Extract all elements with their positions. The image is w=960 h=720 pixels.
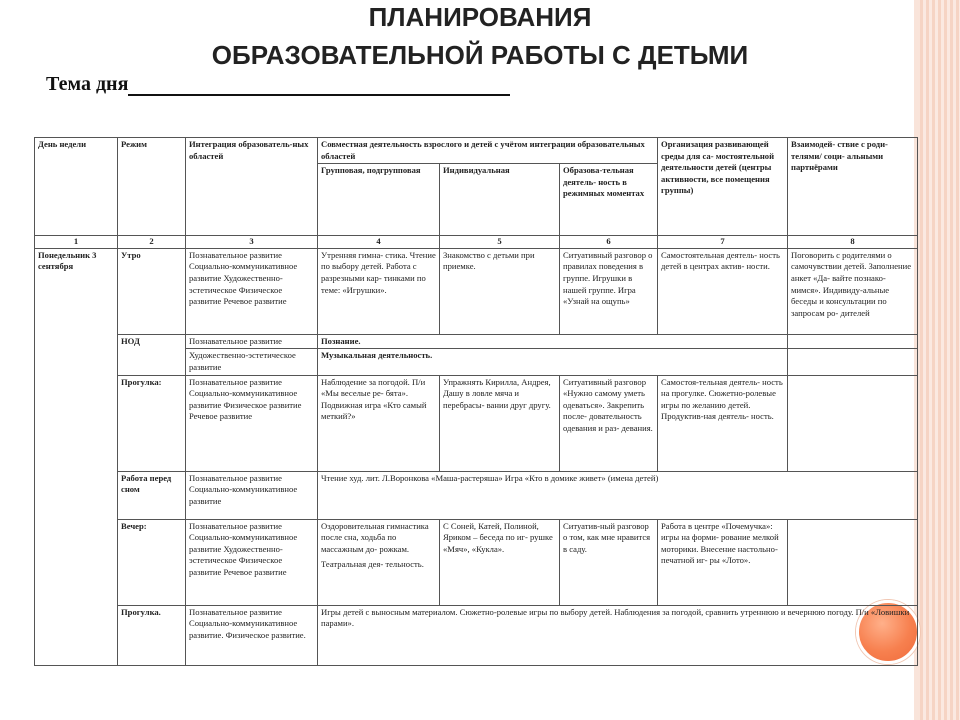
row-evening	[35, 519, 918, 605]
plan-table	[34, 137, 918, 666]
header-integration: Интеграция образователь-ных областей	[186, 138, 318, 236]
header-joint-activity: Совместная деятельность взрослого и детей с учётом интеграции образовательных областей	[318, 138, 658, 164]
group-text-b: Театральная дея- тельность.	[321, 559, 424, 570]
regime-cell: Ситуативный разговор о правилах поведения в группе. Игрушки в нашей группе. Игра «Узнай на ощупь»	[560, 248, 658, 334]
header-row-1	[35, 138, 918, 164]
areas-cell: Познавательное развитие Социально-коммуникативное развитие	[186, 471, 318, 519]
mode-cell: Вечер:	[118, 519, 186, 605]
environment-cell: Работа в центре «Почемучка»: игры на форми- рование мелкой моторики. Внесение настольно-печатной иг- ры «Лото».	[658, 519, 788, 605]
number-row	[35, 236, 918, 249]
mode-cell: Прогулка:	[118, 375, 186, 471]
header-mode: Режим	[118, 138, 186, 236]
header-group: Групповая, подгрупповая	[318, 164, 440, 236]
theme-blank-line	[128, 76, 510, 96]
group-cell: Утренняя гимна- стика. Чтение по выбору детей. Работа с разрезными кар- тинками по теме: «Игрушки».	[318, 248, 440, 334]
mode-cell: Утро	[118, 248, 186, 334]
decorative-stripes	[920, 0, 960, 720]
row-walk	[35, 375, 918, 471]
col-number: 1	[35, 236, 118, 249]
theme-of-day	[46, 73, 510, 96]
regime-cell: Ситуатив-ный разговор о том, как мне нравится в саду.	[560, 519, 658, 605]
parents-cell: Поговорить с родителями о самочувствии детей. Заполнение анкет «Да- вайте познако- мимся». Индивиду-альные беседы и консультации по запросам ро- дителей	[788, 248, 918, 334]
theme-label: Тема дня	[46, 73, 129, 95]
day-cell: Понедельник 3 сентября	[35, 248, 118, 665]
individual-cell: С Соней, Катей, Полиной, Яриком – беседа по иг- рушке «Мяч», «Кукла».	[440, 519, 560, 605]
row-before-sleep	[35, 471, 918, 519]
group-text-a: Оздоровительная гимнастика после сна, ходьба по массажным до- рожкам.	[321, 520, 429, 554]
mode-cell: Прогулка.	[118, 605, 186, 665]
col-number: 3	[186, 236, 318, 249]
areas-cell: Познавательное развитие Социально-коммуникативное развитие Художественно-эстетическое Физическое развитие Речевое развитие	[186, 519, 318, 605]
areas-cell: Познавательное развитие Социально-коммуникативное развитие. Физическое развитие.	[186, 605, 318, 665]
col-number: 8	[788, 236, 918, 249]
regime-cell: Ситуативный разговор «Нужно самому уметь одеваться». Закрепить после- довательность одевания и раз- девания.	[560, 375, 658, 471]
activity-cell: Познание.	[318, 334, 788, 349]
individual-cell: Знакомство с детьми при приемке.	[440, 248, 560, 334]
col-number: 7	[658, 236, 788, 249]
row-walk-2	[35, 605, 918, 665]
group-cell: Наблюдение за погодой. П/и «Мы веселые ре- бята». Подвижная игра «Кто самый меткий?»	[318, 375, 440, 471]
areas-cell: Познавательное развитие Социально-коммуникативное развитие Художественно-эстетическое Физическое развитие Речевое развитие	[186, 248, 318, 334]
empty-cell	[788, 334, 918, 349]
row-morning	[35, 248, 918, 334]
col-number: 6	[560, 236, 658, 249]
group-cell	[318, 519, 440, 605]
col-number: 2	[118, 236, 186, 249]
empty-cell	[788, 349, 918, 375]
areas-cell: Познавательное развитие Социально-коммуникативное развитие Физическое развитие Речевое развитие	[186, 375, 318, 471]
mode-cell: Работа перед сном	[118, 471, 186, 519]
header-environment: Организация развивающей среды для са- мостоятельной деятельности детей (центры активности, все помещения группы)	[658, 138, 788, 236]
page-title-line1: ПЛАНИРОВАНИЯ	[368, 2, 592, 32]
activity-cell: Музыкальная деятельность.	[318, 349, 788, 375]
empty-cell	[788, 375, 918, 471]
empty-cell	[788, 519, 918, 605]
col-number: 5	[440, 236, 560, 249]
header-parents: Взаимодей- ствие с роди- телями/ соци- альными партнёрами	[788, 138, 918, 236]
environment-cell: Самостоятельная деятель- ность детей в центрах актив- ности.	[658, 248, 788, 334]
areas-cell: Художественно-эстетическое развитие	[186, 349, 318, 375]
row-nod-1	[35, 334, 918, 349]
header-day: День недели	[35, 138, 118, 236]
areas-cell: Познавательное развитие	[186, 334, 318, 349]
header-individual: Индивидуальная	[440, 164, 560, 236]
page-title-line2: ОБРАЗОВАТЕЛЬНОЙ РАБОТЫ С ДЕТЬМИ	[211, 40, 749, 70]
mode-cell: НОД	[118, 334, 186, 375]
environment-cell: Самостоя-тельная деятель- ность на прогулке. Сюжетно-ролевые игры по желанию детей. Продуктив-ная деятель- ность.	[658, 375, 788, 471]
activity-cell: Чтение худ. лит. Л.Воронкова «Маша-растеряша» Игра «Кто в домике живет» (имена детей)	[318, 471, 918, 519]
activity-cell: Игры детей с выносным материалом. Сюжетно-ролевые игры по выбору детей. Наблюдения за погодой, сравнить утреннюю и вечернюю погоду. П/и «Ловишки парами».	[318, 605, 918, 665]
individual-cell: Упражнять Кирилла, Андрея, Дашу в ловле мяча и перебрасы- вании друг другу.	[440, 375, 560, 471]
col-number: 4	[318, 236, 440, 249]
header-regime-moments: Образова-тельная деятель- ность в режимных моментах	[560, 164, 658, 236]
